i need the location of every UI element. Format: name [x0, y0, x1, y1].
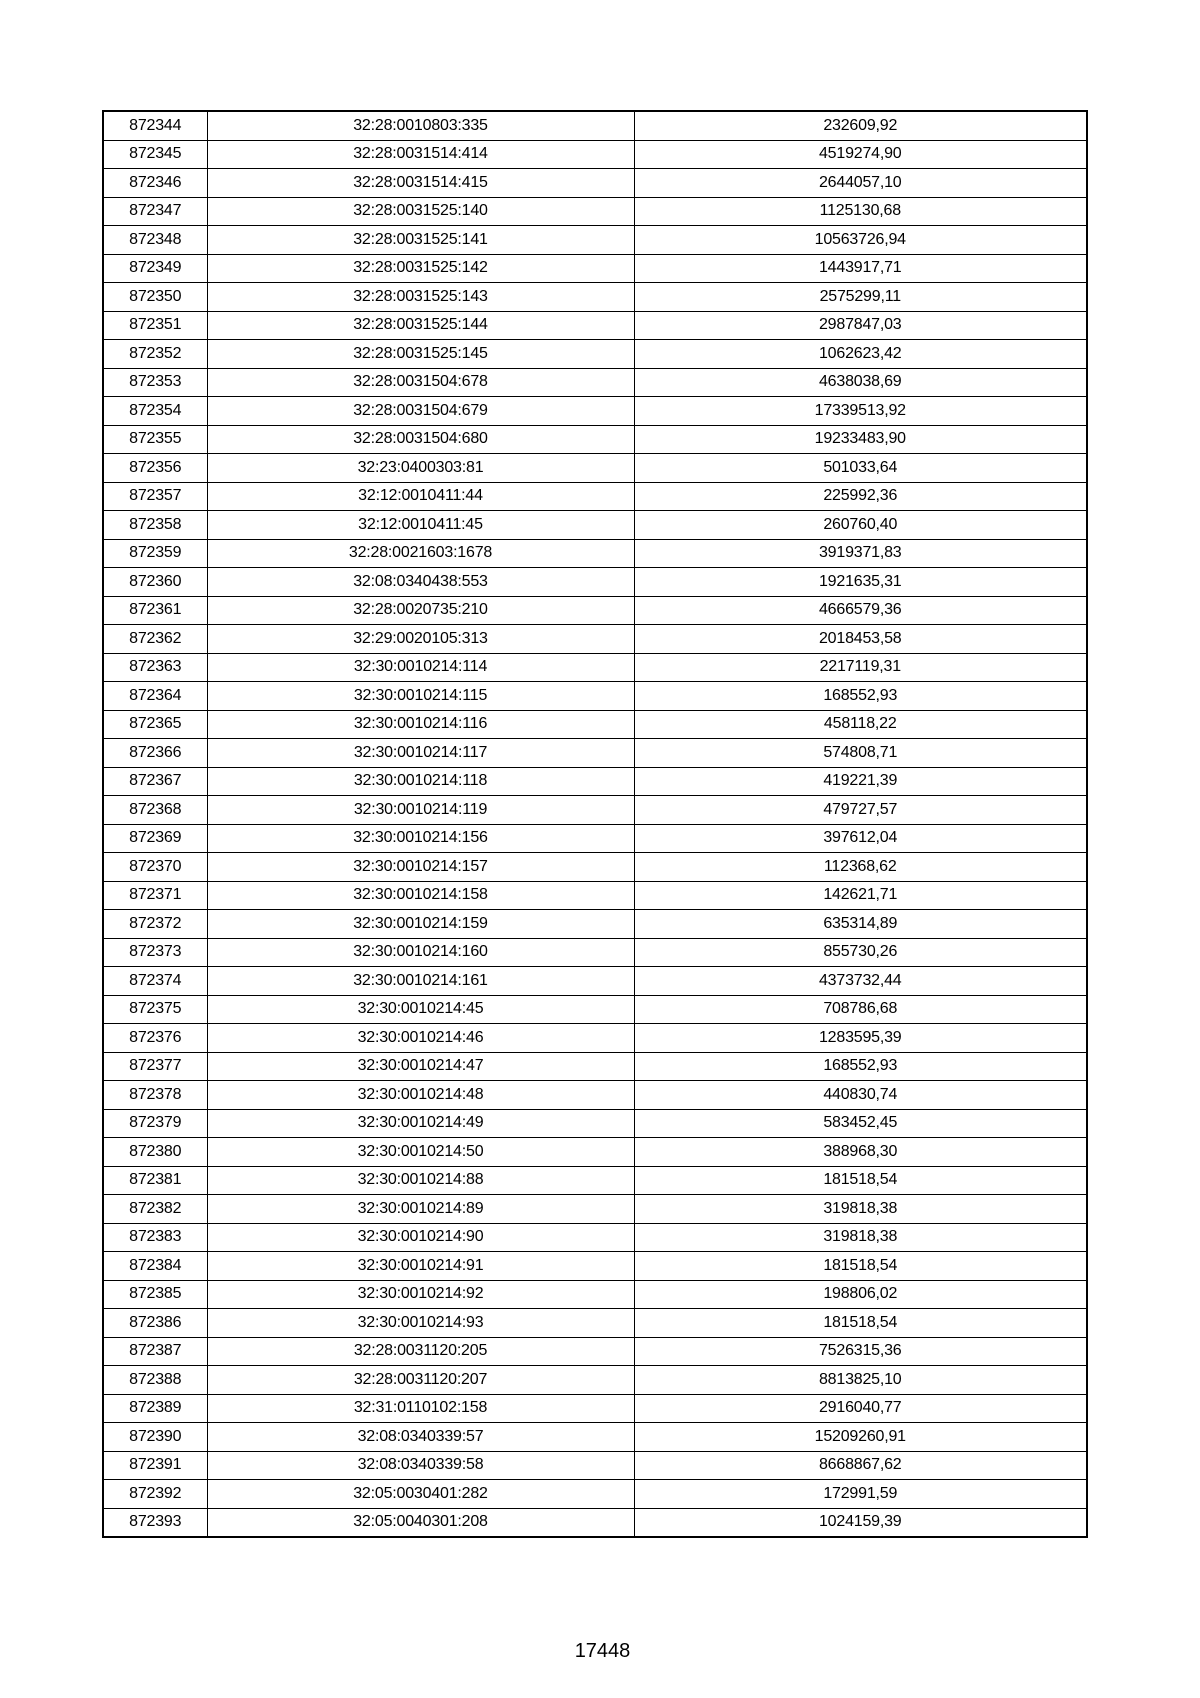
row-number-cell: 872374 — [103, 967, 207, 996]
cadastral-number-cell: 32:12:0010411:44 — [207, 482, 634, 511]
cadastral-number-cell: 32:30:0010214:158 — [207, 881, 634, 910]
cadastral-number-cell: 32:30:0010214:92 — [207, 1280, 634, 1309]
value-cell: 2217119,31 — [634, 653, 1087, 682]
value-cell: 1921635,31 — [634, 568, 1087, 597]
table-row — [103, 739, 1087, 768]
cadastral-number-cell: 32:30:0010214:159 — [207, 910, 634, 939]
row-number-cell: 872373 — [103, 938, 207, 967]
value-cell: 181518,54 — [634, 1166, 1087, 1195]
row-number-cell: 872362 — [103, 625, 207, 654]
value-cell: 574808,71 — [634, 739, 1087, 768]
table-row — [103, 596, 1087, 625]
cadastral-number-cell: 32:28:0031525:143 — [207, 283, 634, 312]
value-cell: 1125130,68 — [634, 197, 1087, 226]
table-row — [103, 482, 1087, 511]
value-cell: 479727,57 — [634, 796, 1087, 825]
table-row — [103, 1480, 1087, 1509]
cadastral-number-cell: 32:30:0010214:88 — [207, 1166, 634, 1195]
cadastral-number-cell: 32:30:0010214:115 — [207, 682, 634, 711]
value-cell: 232609,92 — [634, 111, 1087, 140]
table-row — [103, 425, 1087, 454]
row-number-cell: 872344 — [103, 111, 207, 140]
value-cell: 142621,71 — [634, 881, 1087, 910]
cadastral-number-cell: 32:30:0010214:50 — [207, 1138, 634, 1167]
cadastral-number-cell: 32:28:0031504:678 — [207, 368, 634, 397]
cadastral-number-cell: 32:05:0030401:282 — [207, 1480, 634, 1509]
table-row — [103, 938, 1087, 967]
row-number-cell: 872346 — [103, 169, 207, 198]
value-cell: 708786,68 — [634, 995, 1087, 1024]
value-cell: 458118,22 — [634, 710, 1087, 739]
table-row — [103, 1423, 1087, 1452]
value-cell: 4519274,90 — [634, 140, 1087, 169]
value-cell: 19233483,90 — [634, 425, 1087, 454]
cadastral-number-cell: 32:30:0010214:45 — [207, 995, 634, 1024]
row-number-cell: 872389 — [103, 1394, 207, 1423]
cadastral-number-cell: 32:30:0010214:117 — [207, 739, 634, 768]
table-row — [103, 1451, 1087, 1480]
table-row — [103, 1052, 1087, 1081]
table-row — [103, 653, 1087, 682]
row-number-cell: 872352 — [103, 340, 207, 369]
row-number-cell: 872355 — [103, 425, 207, 454]
cadastral-number-cell: 32:28:0031525:142 — [207, 254, 634, 283]
table-row — [103, 169, 1087, 198]
table-row — [103, 197, 1087, 226]
value-cell: 198806,02 — [634, 1280, 1087, 1309]
value-cell: 2987847,03 — [634, 311, 1087, 340]
value-cell: 4638038,69 — [634, 368, 1087, 397]
row-number-cell: 872356 — [103, 454, 207, 483]
table-row — [103, 625, 1087, 654]
row-number-cell: 872378 — [103, 1081, 207, 1110]
table-row — [103, 1223, 1087, 1252]
row-number-cell: 872345 — [103, 140, 207, 169]
cadastral-number-cell: 32:28:0031120:207 — [207, 1366, 634, 1395]
row-number-cell: 872350 — [103, 283, 207, 312]
value-cell: 112368,62 — [634, 853, 1087, 882]
cadastral-number-cell: 32:30:0010214:91 — [207, 1252, 634, 1281]
row-number-cell: 872368 — [103, 796, 207, 825]
value-cell: 501033,64 — [634, 454, 1087, 483]
row-number-cell: 872371 — [103, 881, 207, 910]
table-row — [103, 1366, 1087, 1395]
table-row — [103, 283, 1087, 312]
table-row — [103, 796, 1087, 825]
cadastral-number-cell: 32:30:0010214:119 — [207, 796, 634, 825]
value-cell: 181518,54 — [634, 1252, 1087, 1281]
row-number-cell: 872348 — [103, 226, 207, 255]
table-row — [103, 1508, 1087, 1537]
value-cell: 8813825,10 — [634, 1366, 1087, 1395]
cadastral-number-cell: 32:08:0340339:58 — [207, 1451, 634, 1480]
row-number-cell: 872387 — [103, 1337, 207, 1366]
value-cell: 3919371,83 — [634, 539, 1087, 568]
table-row — [103, 853, 1087, 882]
value-cell: 225992,36 — [634, 482, 1087, 511]
cadastral-number-cell: 32:30:0010214:116 — [207, 710, 634, 739]
row-number-cell: 872377 — [103, 1052, 207, 1081]
row-number-cell: 872384 — [103, 1252, 207, 1281]
value-cell: 1062623,42 — [634, 340, 1087, 369]
cadastral-number-cell: 32:30:0010214:114 — [207, 653, 634, 682]
cadastral-number-cell: 32:30:0010214:161 — [207, 967, 634, 996]
row-number-cell: 872382 — [103, 1195, 207, 1224]
row-number-cell: 872364 — [103, 682, 207, 711]
row-number-cell: 872393 — [103, 1508, 207, 1537]
table-body — [103, 111, 1087, 1537]
cadastral-number-cell: 32:08:0340438:553 — [207, 568, 634, 597]
row-number-cell: 872375 — [103, 995, 207, 1024]
cadastral-number-cell: 32:28:0031525:145 — [207, 340, 634, 369]
cadastral-number-cell: 32:30:0010214:49 — [207, 1109, 634, 1138]
row-number-cell: 872358 — [103, 511, 207, 540]
table-row — [103, 311, 1087, 340]
table-row — [103, 340, 1087, 369]
cadastral-number-cell: 32:28:0031120:205 — [207, 1337, 634, 1366]
table-row — [103, 1252, 1087, 1281]
cadastral-number-cell: 32:28:0031525:140 — [207, 197, 634, 226]
cadastral-number-cell: 32:28:0031525:141 — [207, 226, 634, 255]
table-row — [103, 111, 1087, 140]
cadastral-number-cell: 32:28:0010803:335 — [207, 111, 634, 140]
table-row — [103, 140, 1087, 169]
cadastral-number-cell: 32:08:0340339:57 — [207, 1423, 634, 1452]
value-cell: 319818,38 — [634, 1195, 1087, 1224]
value-cell: 8668867,62 — [634, 1451, 1087, 1480]
cadastral-number-cell: 32:30:0010214:48 — [207, 1081, 634, 1110]
page-number: 17448 — [574, 1640, 631, 1662]
value-cell: 388968,30 — [634, 1138, 1087, 1167]
row-number-cell: 872383 — [103, 1223, 207, 1252]
cadastral-number-cell: 32:28:0020735:210 — [207, 596, 634, 625]
table-row — [103, 1394, 1087, 1423]
cadastral-number-cell: 32:29:0020105:313 — [207, 625, 634, 654]
cadastral-number-cell: 32:30:0010214:47 — [207, 1052, 634, 1081]
value-cell: 855730,26 — [634, 938, 1087, 967]
table-row — [103, 1337, 1087, 1366]
cadastral-number-cell: 32:30:0010214:89 — [207, 1195, 634, 1224]
row-number-cell: 872365 — [103, 710, 207, 739]
row-number-cell: 872353 — [103, 368, 207, 397]
cadastral-number-cell: 32:31:0110102:158 — [207, 1394, 634, 1423]
table-row — [103, 910, 1087, 939]
table-row — [103, 254, 1087, 283]
cadastral-number-cell: 32:28:0031504:679 — [207, 397, 634, 426]
table-row — [103, 539, 1087, 568]
row-number-cell: 872381 — [103, 1166, 207, 1195]
row-number-cell: 872354 — [103, 397, 207, 426]
row-number-cell: 872351 — [103, 311, 207, 340]
table-row — [103, 824, 1087, 853]
row-number-cell: 872360 — [103, 568, 207, 597]
table-row — [103, 226, 1087, 255]
table-row — [103, 881, 1087, 910]
table-row — [103, 767, 1087, 796]
value-cell: 4373732,44 — [634, 967, 1087, 996]
cadastral-number-cell: 32:05:0040301:208 — [207, 1508, 634, 1537]
cadastral-number-cell: 32:30:0010214:90 — [207, 1223, 634, 1252]
data-table — [102, 110, 1088, 1538]
row-number-cell: 872380 — [103, 1138, 207, 1167]
table-row — [103, 568, 1087, 597]
value-cell: 260760,40 — [634, 511, 1087, 540]
value-cell: 2644057,10 — [634, 169, 1087, 198]
table-row — [103, 1109, 1087, 1138]
value-cell: 397612,04 — [634, 824, 1087, 853]
row-number-cell: 872367 — [103, 767, 207, 796]
row-number-cell: 872366 — [103, 739, 207, 768]
value-cell: 2916040,77 — [634, 1394, 1087, 1423]
value-cell: 583452,45 — [634, 1109, 1087, 1138]
cadastral-number-cell: 32:30:0010214:93 — [207, 1309, 634, 1338]
cadastral-number-cell: 32:30:0010214:157 — [207, 853, 634, 882]
value-cell: 168552,93 — [634, 682, 1087, 711]
row-number-cell: 872349 — [103, 254, 207, 283]
cadastral-number-cell: 32:23:0400303:81 — [207, 454, 634, 483]
value-cell: 635314,89 — [634, 910, 1087, 939]
table-row — [103, 397, 1087, 426]
row-number-cell: 872363 — [103, 653, 207, 682]
cadastral-number-cell: 32:30:0010214:118 — [207, 767, 634, 796]
cadastral-number-cell: 32:30:0010214:46 — [207, 1024, 634, 1053]
table-row — [103, 1081, 1087, 1110]
table-row — [103, 682, 1087, 711]
cadastral-number-cell: 32:30:0010214:160 — [207, 938, 634, 967]
row-number-cell: 872357 — [103, 482, 207, 511]
row-number-cell: 872386 — [103, 1309, 207, 1338]
cadastral-number-cell: 32:28:0031525:144 — [207, 311, 634, 340]
row-number-cell: 872372 — [103, 910, 207, 939]
value-cell: 2018453,58 — [634, 625, 1087, 654]
value-cell: 172991,59 — [634, 1480, 1087, 1509]
table-row — [103, 1138, 1087, 1167]
value-cell: 1443917,71 — [634, 254, 1087, 283]
cadastral-number-cell: 32:30:0010214:156 — [207, 824, 634, 853]
row-number-cell: 872359 — [103, 539, 207, 568]
row-number-cell: 872388 — [103, 1366, 207, 1395]
cadastral-number-cell: 32:12:0010411:45 — [207, 511, 634, 540]
row-number-cell: 872369 — [103, 824, 207, 853]
row-number-cell: 872361 — [103, 596, 207, 625]
value-cell: 7526315,36 — [634, 1337, 1087, 1366]
value-cell: 10563726,94 — [634, 226, 1087, 255]
table-row — [103, 710, 1087, 739]
table-row — [103, 454, 1087, 483]
row-number-cell: 872385 — [103, 1280, 207, 1309]
table-row — [103, 1309, 1087, 1338]
table-row — [103, 995, 1087, 1024]
cadastral-number-cell: 32:28:0031514:414 — [207, 140, 634, 169]
row-number-cell: 872347 — [103, 197, 207, 226]
row-number-cell: 872376 — [103, 1024, 207, 1053]
value-cell: 440830,74 — [634, 1081, 1087, 1110]
value-cell: 168552,93 — [634, 1052, 1087, 1081]
table-row — [103, 1280, 1087, 1309]
value-cell: 1024159,39 — [634, 1508, 1087, 1537]
cadastral-number-cell: 32:28:0021603:1678 — [207, 539, 634, 568]
row-number-cell: 872391 — [103, 1451, 207, 1480]
value-cell: 1283595,39 — [634, 1024, 1087, 1053]
value-cell: 419221,39 — [634, 767, 1087, 796]
row-number-cell: 872390 — [103, 1423, 207, 1452]
value-cell: 2575299,11 — [634, 283, 1087, 312]
table-row — [103, 1166, 1087, 1195]
value-cell: 4666579,36 — [634, 596, 1087, 625]
value-cell: 15209260,91 — [634, 1423, 1087, 1452]
table-row — [103, 368, 1087, 397]
value-cell: 17339513,92 — [634, 397, 1087, 426]
table-row — [103, 1024, 1087, 1053]
row-number-cell: 872392 — [103, 1480, 207, 1509]
cadastral-number-cell: 32:28:0031514:415 — [207, 169, 634, 198]
table-row — [103, 967, 1087, 996]
table-row — [103, 511, 1087, 540]
value-cell: 181518,54 — [634, 1309, 1087, 1338]
cadastral-number-cell: 32:28:0031504:680 — [207, 425, 634, 454]
row-number-cell: 872370 — [103, 853, 207, 882]
value-cell: 319818,38 — [634, 1223, 1087, 1252]
table-row — [103, 1195, 1087, 1224]
row-number-cell: 872379 — [103, 1109, 207, 1138]
